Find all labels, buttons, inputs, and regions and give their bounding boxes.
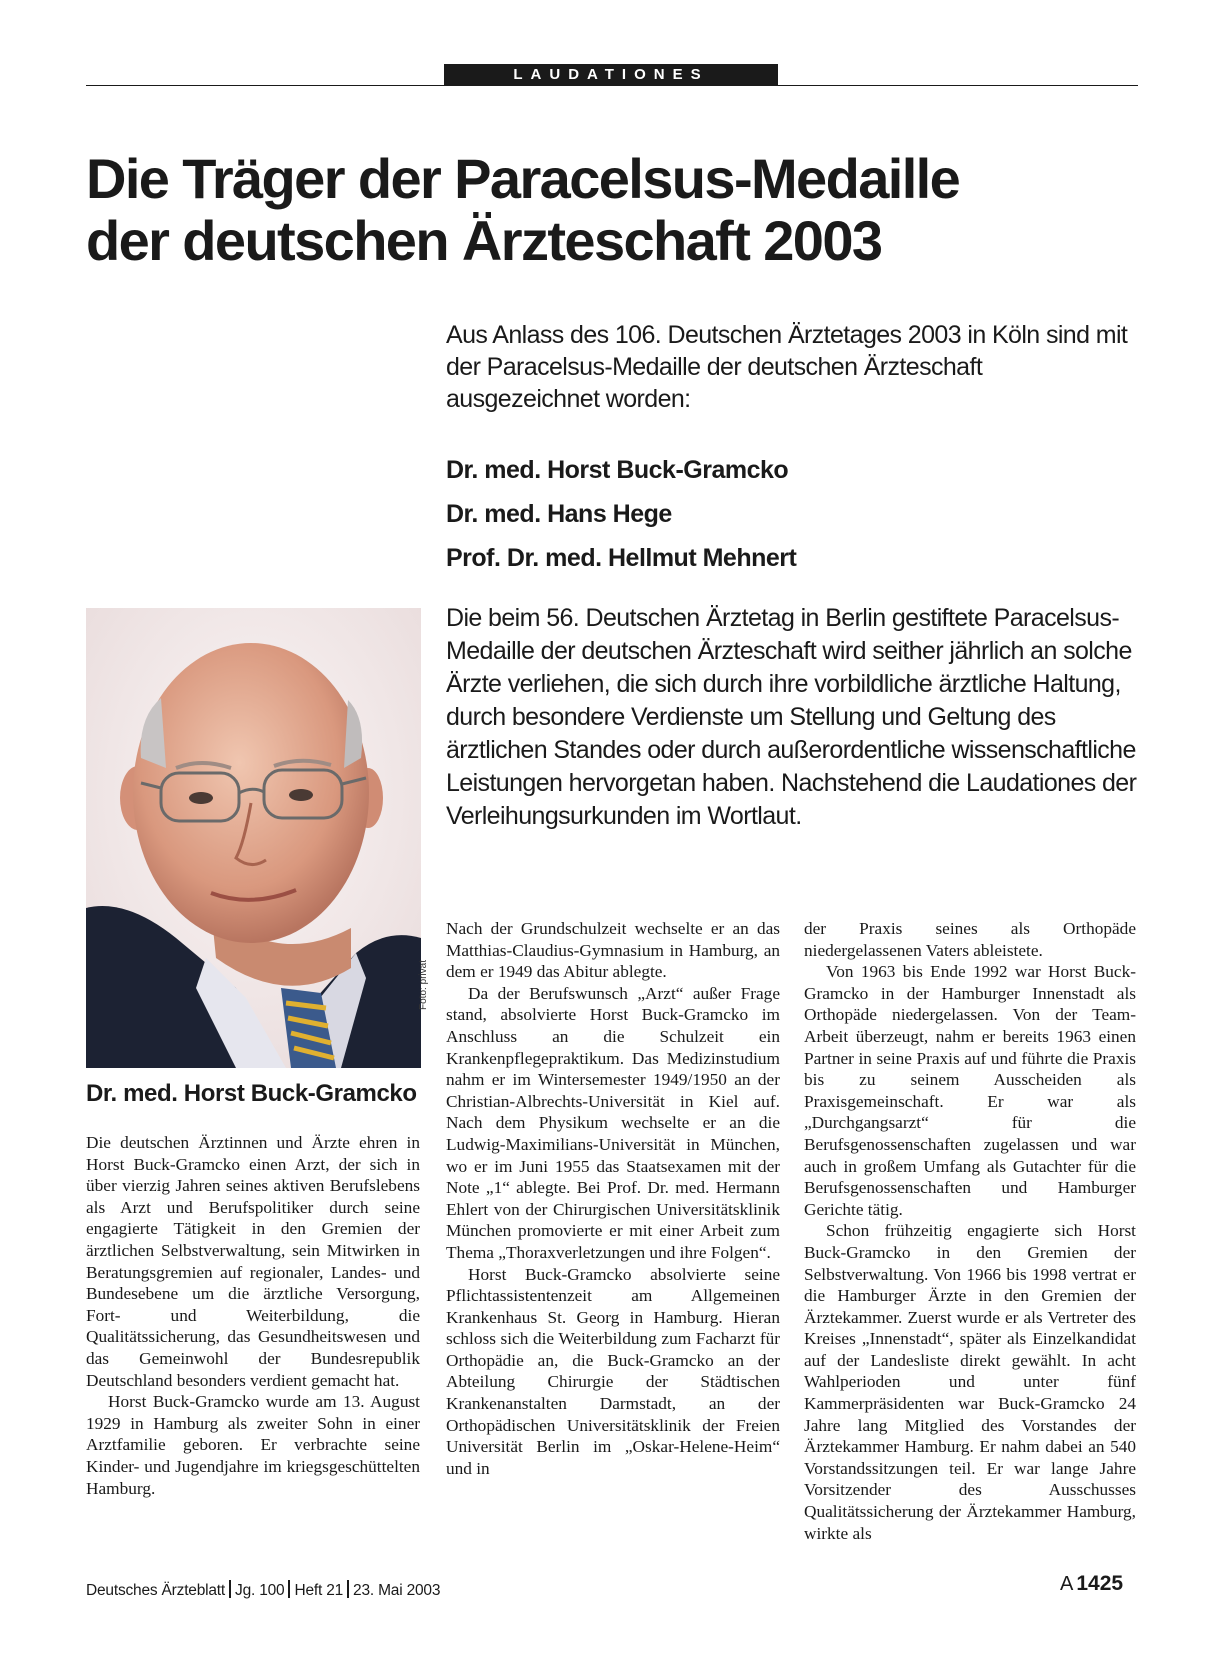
article-column-1 <box>86 1132 420 1499</box>
paragraph: Nach der Grundschulzeit wechselte er an das Matthias-Claudius-Gymnasium in Hamburg, an dem er 1949 das Abitur ablegte. <box>446 919 780 982</box>
section-label: LAUDATIONES <box>444 64 778 86</box>
paragraph: Horst Buck-Gramcko wurde am 13. August 1929 in Hamburg als zweiter Sohn in einer Arztfamilie geboren. Er verbrachte seine Kinder- und Jugendjahre im kriegsgeschüttelten Hamburg. <box>86 1392 420 1498</box>
awardee-name: Prof. Dr. med. Hellmut Mehnert <box>446 544 797 572</box>
article-column-3 <box>804 918 1136 1544</box>
paragraph: der Praxis seines als Orthopäde niedergelassenen Vaters ableistete. <box>804 919 1136 960</box>
footer-separator <box>347 1580 349 1598</box>
intro-text: Aus Anlass des 106. Deutschen Ärztetages 2003 in Köln sind mit der Paracelsus-Medaille der deutschen Ärzteschaft ausgezeichnet worden: <box>446 321 1128 413</box>
paragraph: Die deutschen Ärztinnen und Ärzte ehren in Horst Buck-Gramcko einen Arzt, der sich in über vierzig Jahren seines aktiven Berufslebens als Arzt und Berufspolitiker durch seine engagierte Tätigkeit in den Gremien der ärztlichen Selbstverwaltung, sein Mitwirken in Beratungsgremien auf regionaler, Landes- und Bundesebene um die ärztliche Versorgung, Fort- und Weiterbildung, die Qualitätssicherung, das Gesundheitswesen und das Gemeinwohl der Bundesrepublik Deutschland besonders verdient gemacht hat. <box>86 1133 420 1390</box>
journal-date: 23. Mai 2003 <box>353 1582 441 1599</box>
awardee-list <box>446 448 1136 580</box>
medal-description: Die beim 56. Deutschen Ärztetag in Berlin gestiftete Paracelsus-Medaille der deutschen Ärzteschaft wird seither jährlich an solche Ärzte verliehen, die sich durch ihre vorbildliche ärztliche Haltung, durch besondere Verdienste um Stellung und Geltung des ärztlichen Standes oder durch außerordentliche wissenschaftliche Leistungen hervorgetan haben. Nachstehend die Laudationes der Verleihungsurkunden im Wortlaut. <box>446 604 1137 830</box>
footer-citation <box>86 1580 440 1600</box>
journal-volume: Jg. 100 <box>235 1582 285 1599</box>
title-line-1: Die Träger der Paracelsus-Medaille <box>86 147 960 210</box>
article-title <box>86 148 1146 272</box>
paragraph: Von 1963 bis Ende 1992 war Horst Buck-Gramcko in der Hamburger Innenstadt als Orthopäde niedergelassen. Von der Team-Arbeit überzeugt, nahm er bereits 1963 einen Partner in seine Praxis auf und führte die Praxis bis zu seinem Ausscheiden als Praxisgemeinschaft. Er war als „Durchgangsarzt“ für die Berufsgenossenschaften zugelassen und war auch in großem Umfang als Gutachter für die Berufsgenossenschaften und Hamburger Gerichte tätig. <box>804 962 1136 1219</box>
page-number-value: 1425 <box>1076 1572 1124 1595</box>
title-line-2: der deutschen Ärzteschaft 2003 <box>86 209 882 272</box>
article-column-2 <box>446 918 780 1479</box>
portrait-photo <box>86 608 421 1068</box>
paragraph: Horst Buck-Gramcko absolvierte seine Pflichtassistentenzeit am Allgemeinen Krankenhaus St. Georg in Hamburg. Hieran schloss sich die Weiterbildung zum Facharzt für Orthopädie an, die Buck-Gramcko an der Abteilung Chirurgie der Städtischen Krankenanstalten Darmstadt, an der Orthopädischen Universitätsklinik der Freien Universität Berlin im „Oskar-Helene-Heim“ und in <box>446 1264 780 1478</box>
footer-separator <box>229 1580 231 1598</box>
journal-name: Deutsches Ärzteblatt <box>86 1582 226 1599</box>
page-number <box>1060 1572 1123 1596</box>
footer-separator <box>288 1580 290 1598</box>
photo-caption: Dr. med. Horst Buck-Gramcko <box>86 1080 417 1107</box>
photo-credit: Foto: privat <box>418 959 429 1010</box>
paragraph: Da der Berufswunsch „Arzt“ außer Frage stand, absolvierte Horst Buck-Gramcko im Anschluss an die Schulzeit ein Krankenpflegepraktikum. Das Medizinstudium nahm er im Wintersemester 1949/1950 an der Christian-Albrechts-Universität in Kiel auf. Nach dem Physikum wechselte er an die Ludwig-Maximilians-Universität in München, wo er im Juni 1955 das Staatsexamen mit der Note „1“ ablegte. Bei Prof. Dr. med. Hermann Ehlert von der Chirurgischen Universitätsklinik München promovierte er mit einer Arbeit zum Thema „Thoraxverletzungen und ihre Folgen“. <box>446 983 780 1262</box>
page-prefix: A <box>1060 1573 1074 1595</box>
journal-issue: Heft 21 <box>294 1582 344 1599</box>
awardee-name: Dr. med. Hans Hege <box>446 500 672 528</box>
paragraph: Schon frühzeitig engagierte sich Horst Buck-Gramcko in den Gremien der Selbstverwaltung. Von 1966 bis 1998 vertrat er die Hamburger Ärzte in den Gremien der Ärztekammer. Zuerst wurde er als Vertreter des Kreises „Innenstadt“, später als Einzelkandidat auf der Landesliste direkt gewählt. In acht Wahlperioden und unter fünf Kammerpräsidenten war Buck-Gramcko 24 Jahre lang Mitglied des Vorstandes der Ärztekammer Hamburg. Er nahm dabei an 540 Vorstandssitzungen teil. Er war lange Jahre Vorsitzender des Ausschusses Qualitätssicherung der Ärztekammer Hamburg, wirkte als <box>804 1221 1136 1543</box>
awardee-name: Dr. med. Horst Buck-Gramcko <box>446 456 789 484</box>
portrait-illustration <box>86 608 421 1068</box>
